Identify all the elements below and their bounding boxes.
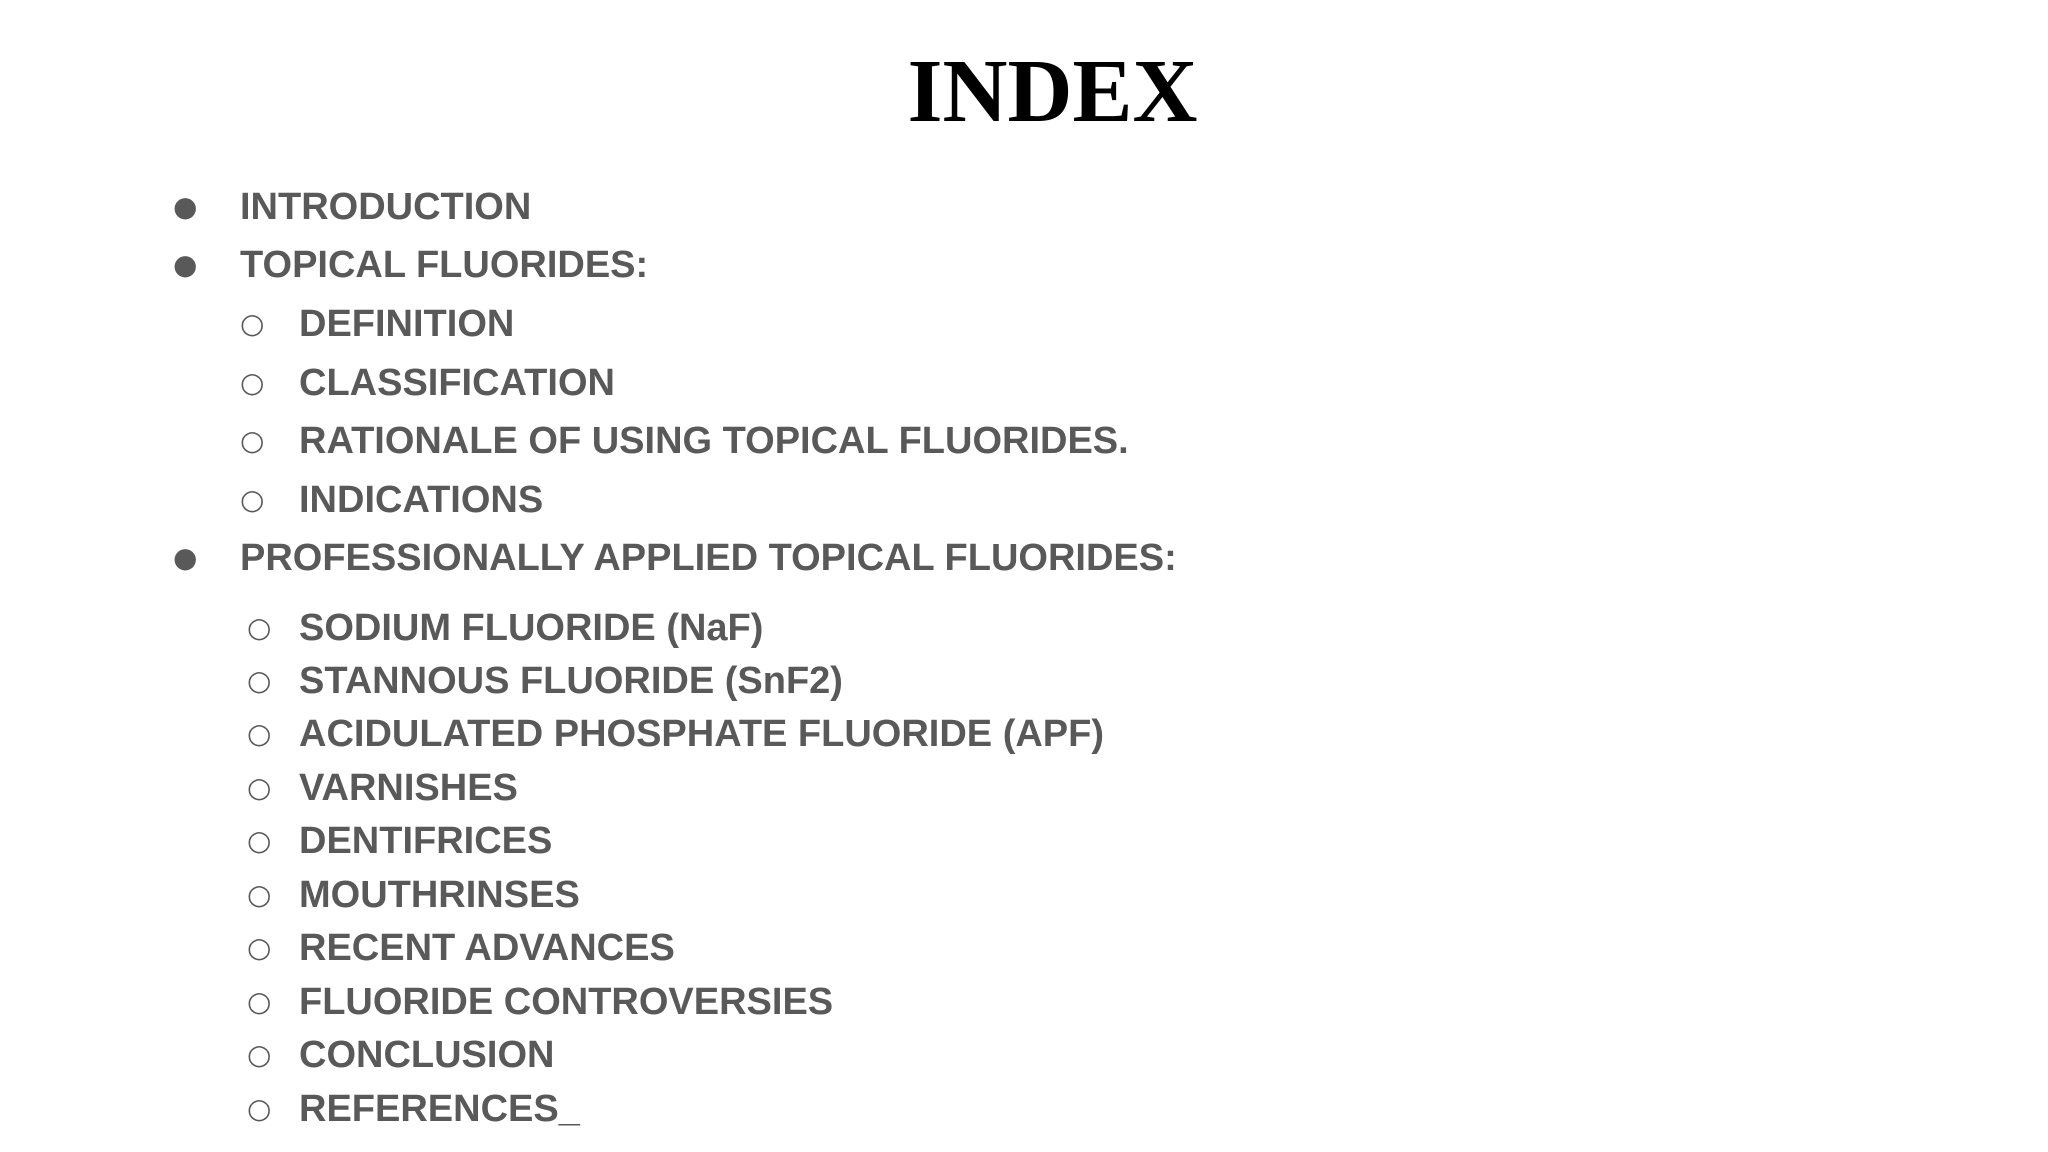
- bullet-filled-icon: ●: [173, 541, 198, 574]
- bullet-hollow-icon: ○: [247, 824, 272, 857]
- list-item-fluoride-controversies: FLUORIDE CONTROVERSIES: [299, 981, 834, 1023]
- bullet-hollow-icon: ○: [240, 483, 265, 516]
- list-item-varnishes: VARNISHES: [299, 767, 518, 809]
- list-item-definition: DEFINITION: [299, 303, 515, 345]
- bullet-hollow-icon: ○: [240, 307, 265, 340]
- bullet-hollow-icon: ○: [247, 931, 272, 964]
- bullet-hollow-icon: ○: [247, 664, 272, 697]
- bullet-hollow-icon: ○: [247, 717, 272, 750]
- list-item-rationale: RATIONALE OF USING TOPICAL FLUORIDES.: [299, 420, 1129, 462]
- list-item-topical-fluorides: TOPICAL FLUORIDES:: [240, 244, 649, 286]
- list-item-indications: INDICATIONS: [299, 479, 544, 521]
- list-item-recent-advances: RECENT ADVANCES: [299, 927, 675, 969]
- bullet-filled-icon: ●: [173, 190, 198, 223]
- list-item-mouthrinses: MOUTHRINSES: [299, 874, 580, 916]
- page-title: INDEX: [907, 42, 1198, 141]
- list-item-apf: ACIDULATED PHOSPHATE FLUORIDE (APF): [299, 713, 1105, 755]
- bullet-hollow-icon: ○: [247, 1092, 272, 1125]
- list-item-classification: CLASSIFICATION: [299, 362, 615, 404]
- list-item-conclusion: CONCLUSION: [299, 1034, 555, 1076]
- bullet-hollow-icon: ○: [247, 1038, 272, 1071]
- bullet-hollow-icon: ○: [247, 611, 272, 644]
- bullet-hollow-icon: ○: [247, 985, 272, 1018]
- bullet-hollow-icon: ○: [240, 424, 265, 457]
- bullet-hollow-icon: ○: [247, 771, 272, 804]
- bullet-filled-icon: ●: [173, 248, 198, 281]
- list-item-sodium-fluoride: SODIUM FLUORIDE (NaF): [299, 607, 764, 649]
- bullet-hollow-icon: ○: [240, 366, 265, 399]
- list-item-dentifrices: DENTIFRICES: [299, 820, 553, 862]
- list-item-references: REFERENCES_: [299, 1088, 580, 1130]
- bullet-hollow-icon: ○: [247, 878, 272, 911]
- list-item-stannous-fluoride: STANNOUS FLUORIDE (SnF2): [299, 660, 843, 702]
- list-item-professionally-applied: PROFESSIONALLY APPLIED TOPICAL FLUORIDES:: [240, 537, 1177, 579]
- list-item-introduction: INTRODUCTION: [240, 186, 532, 228]
